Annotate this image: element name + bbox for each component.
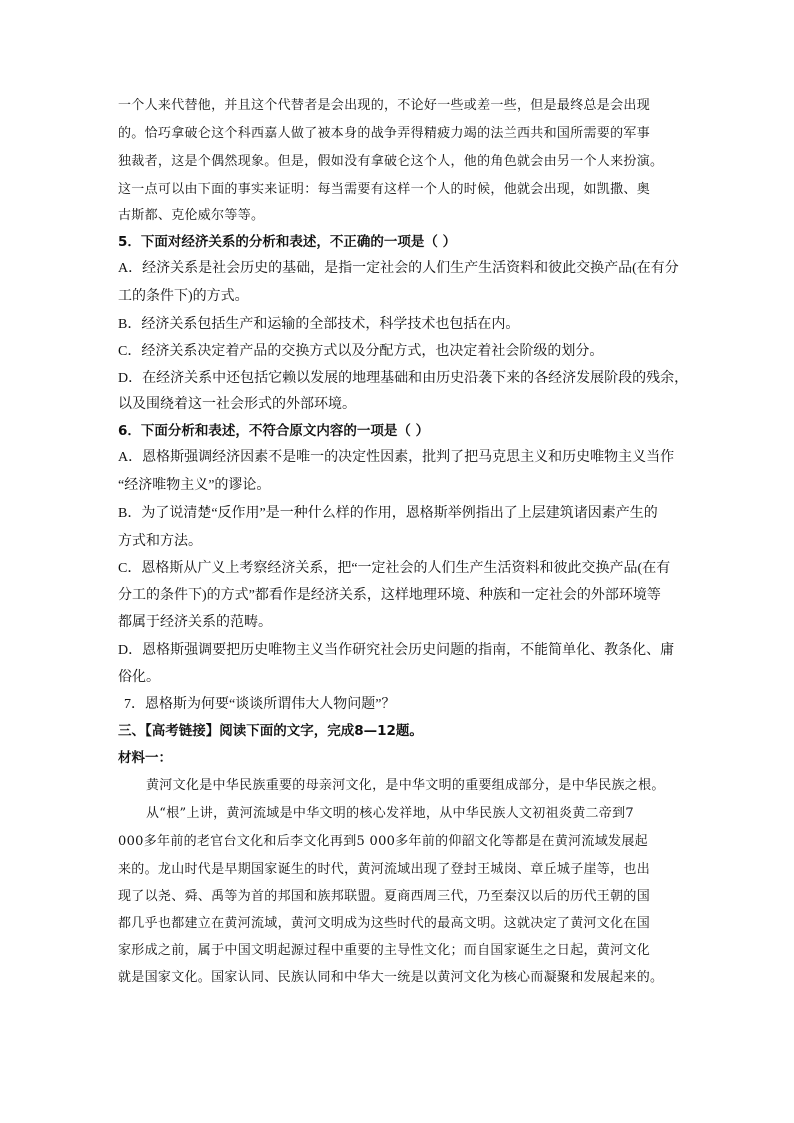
q5-option-b: B．经济关系包括生产和运输的全部技术，科学技术也包括在内。 [118,317,520,332]
material-line: 现了以尧、舜、禹等为首的邦国和族邦联盟。夏商西周三代，乃至秦汉以后的历代王朝的国 [118,889,651,904]
material-1-title: 材料一： [118,750,172,766]
material-line: 000多年前的老官台文化和后李文化再到5 000多年前的仰韶文化等都是在黄河流域发展起 [118,834,648,849]
q5-option-a: A．经济关系是社会历史的基础，是指一定社会的人们生产生活资料和彼此交换产品(在有分 [118,261,679,276]
q6-option-a: A．恩格斯强调经济因素不是唯一的决定性因素，批判了把马克思主义和历史唯物主义当作 [118,450,675,465]
passage-line: 一个人来代替他，并且这个代替者是会出现的，不论好一些或差一些，但是最终总是会出现 [118,98,651,113]
material-line: 都几乎也都建立在黄河流域，黄河文明成为这些时代的最高文明。这就决定了黄河文化在国 [118,916,651,931]
q5-option-d-cont: 以及围绕着这一社会形式的外部环境。 [118,397,356,412]
material-line: 来的。龙山时代是早期国家诞生的时代，黄河流域出现了登封王城岗、章丘城子崖等，也出 [118,862,651,877]
q5-option-d: D．在经济关系中还包括它赖以发展的地理基础和由历史沿袭下来的各经济发展阶段的残余， [118,371,689,386]
q6-option-c-cont: 分工的条件下)的方式”都看作是经济关系，这样地理环境、种族和一定社会的外部环境等 [118,588,661,603]
q6-option-a-cont: “经济唯物主义”的谬论。 [118,478,271,493]
passage-line: 的。恰巧拿破仑这个科西嘉人做了被本身的战争弄得精疲力竭的法兰西共和国所需要的军事 [118,126,651,141]
question-6-stem: 6．下面分析和表述，不符合原文内容的一项是（ ） [118,423,430,439]
material-line: 从“根”上讲，黄河流域是中华文明的核心发祥地，从中华民族人文初祖炎黄二帝到7 [146,806,634,821]
q5-option-a-cont: 工的条件下)的方式。 [118,289,249,304]
q6-option-c-cont: 都属于经济关系的范畴。 [118,615,272,630]
q6-option-b: B．为了说清楚“反作用”是一种什么样的作用，恩格斯举例指出了上层建筑诸因素产生的 [118,506,658,521]
section-3-heading: 三、【高考链接】阅读下面的文字，完成8—12题。 [118,723,423,739]
q6-option-c: C．恩格斯从广义上考察经济关系，把“一定社会的人们生产生活资料和彼此交换产品(在有 [118,561,671,576]
q6-option-b-cont: 方式和方法。 [118,534,202,549]
passage-line: 这一点可以由下面的事实来证明：每当需要有这样一个人的时候，他就会出现，如凯撒、奥 [118,182,651,197]
q6-option-d-cont: 俗化。 [118,670,160,685]
question-5-stem: 5．下面对经济关系的分析和表述，不正确的一项是（ ） [118,234,457,250]
q5-option-c: C．经济关系决定着产品的交换方式以及分配方式，也决定着社会阶级的划分。 [118,344,604,359]
material-line: 家形成之前，属于中国文明起源过程中重要的主导性文化；而自国家诞生之日起，黄河文化 [118,943,651,958]
question-7: 7．恩格斯为何要“谈谈所谓伟大人物问题”？ [124,697,396,712]
q6-option-d: D．恩格斯强调要把历史唯物主义当作研究社会历史问题的指南，不能简单化、教条化、庸 [118,643,675,658]
passage-line: 独裁者，这是个偶然现象。但是，假如没有拿破仑这个人，他的角色就会由另一个人来扮演。 [118,154,664,169]
material-line: 就是国家文化。国家认同、民族认同和中华大一统是以黄河文化为核心而凝聚和发展起来的。 [118,970,664,985]
passage-line: 古斯都、克伦威尔等等。 [118,208,265,223]
material-line: 黄河文化是中华民族重要的母亲河文化，是中华文明的重要组成部分，是中华民族之根。 [146,778,665,793]
